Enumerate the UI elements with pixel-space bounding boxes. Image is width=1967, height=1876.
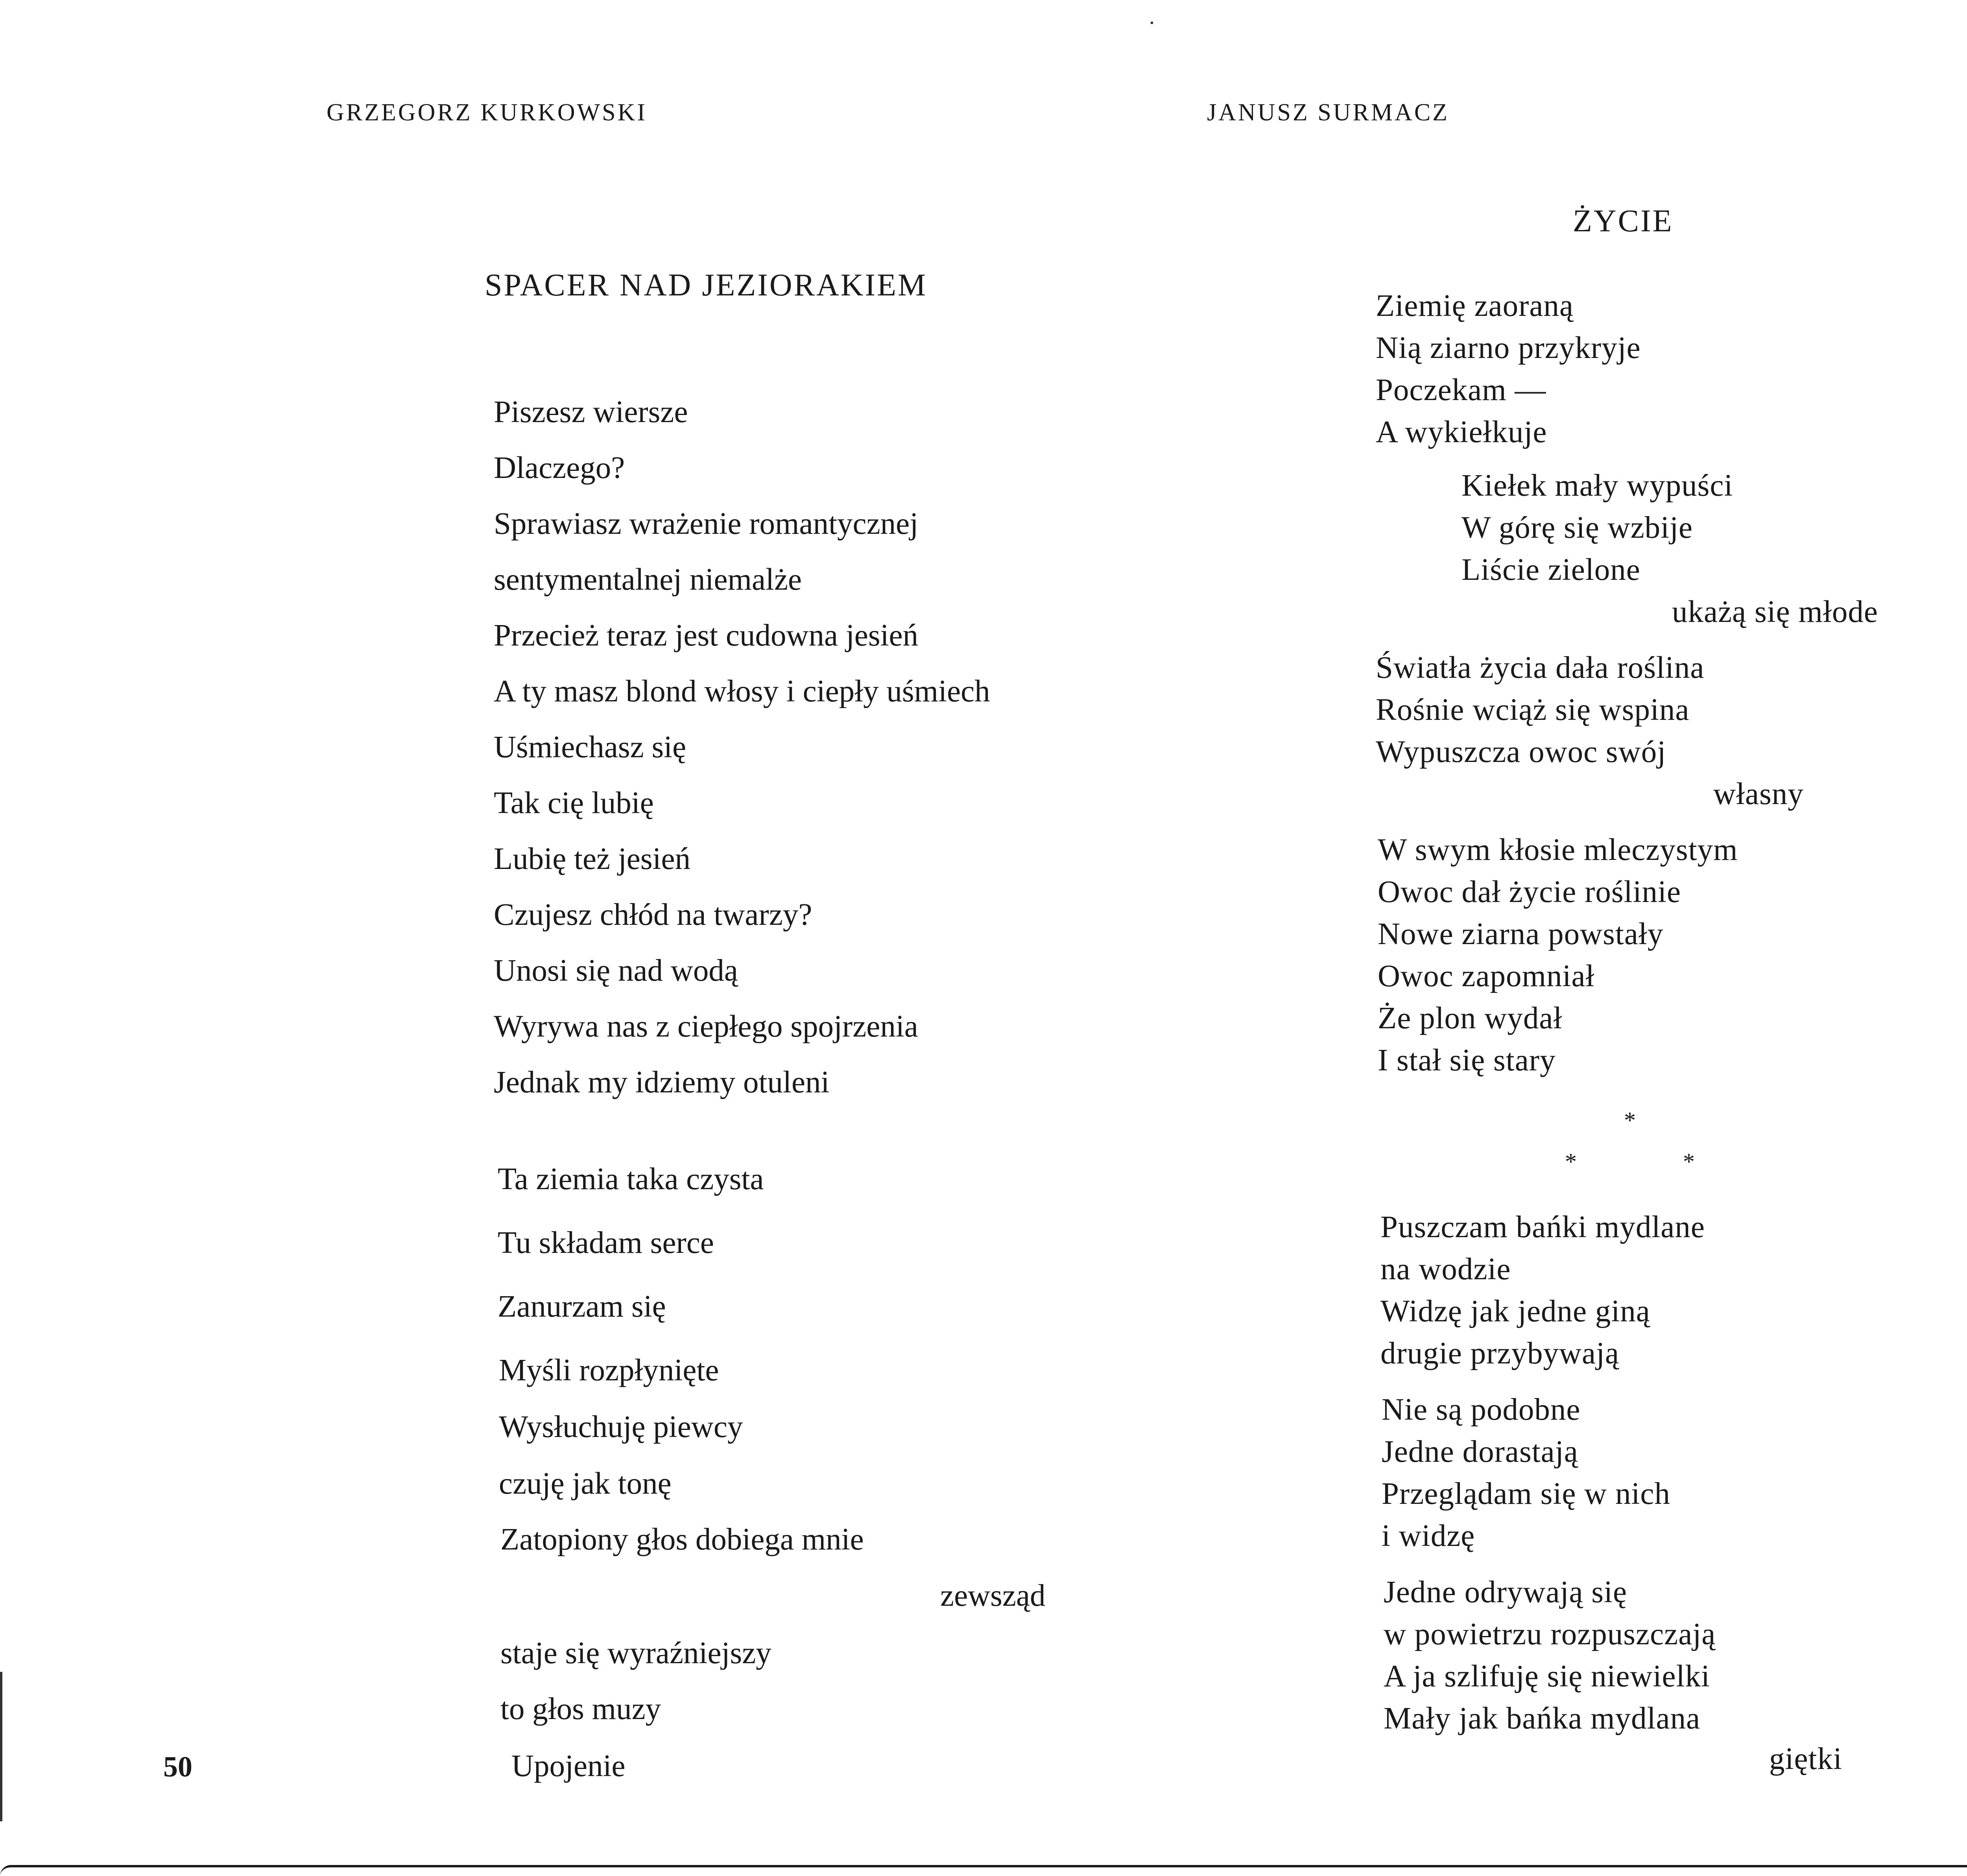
separator-star: * (1565, 1149, 1577, 1175)
poem-line: Myśli rozpłynięte (499, 1353, 719, 1387)
poem-line: własny (1713, 777, 1804, 811)
poem-line: W swym kłosie mleczystym (1378, 833, 1738, 867)
poem-line: Przeglądam się w nich (1382, 1477, 1670, 1511)
poem-line: Przecież teraz jest cudowna jesień (494, 618, 919, 653)
poem-line: ukażą się młode (1672, 595, 1878, 629)
scan-edge-mark (0, 1672, 2, 1821)
poem-line: czuję jak tonę (499, 1466, 672, 1501)
poem-line: Jedne dorastają (1382, 1435, 1578, 1469)
poem-line: I stał się stary (1378, 1043, 1556, 1077)
poem-line: Puszczam bańki mydlane (1380, 1210, 1705, 1244)
page-number: 50 (163, 1751, 192, 1783)
poem-line: Jednak my idziemy otuleni (494, 1065, 830, 1099)
poem-line: Jedne odrywają się (1384, 1575, 1627, 1609)
poem-line: Wysłuchuję piewcy (499, 1410, 743, 1444)
poem-line: drugie przybywają (1380, 1336, 1620, 1371)
left-poem-title: SPACER NAD JEZIORAKIEM (485, 268, 928, 303)
poem-line: sentymentalnej niemalże (494, 563, 802, 597)
poem-line: Wypuszcza owoc swój (1376, 735, 1666, 769)
poem-line: Zatopiony głos dobiega mnie (500, 1522, 864, 1557)
poem-line: Liście zielone (1461, 553, 1640, 587)
poem-line: Wyrywa nas z ciepłego spojrzenia (494, 1009, 918, 1044)
separator-star: * (1624, 1107, 1636, 1133)
poem-line: Zanurzam się (498, 1289, 666, 1324)
poem-line: Że plon wydał (1378, 1001, 1563, 1035)
left-author: GRZEGORZ KURKOWSKI (327, 99, 648, 126)
poem-line: Lubię też jesień (494, 842, 691, 876)
poem-line: Tak cię lubię (494, 786, 654, 820)
poem-line: W górę się wzbije (1461, 511, 1693, 545)
poem-line: zewsząd (940, 1579, 1046, 1613)
poem-line: Rośnie wciąż się wspina (1376, 693, 1690, 727)
poem-line: to głos muzy (500, 1692, 661, 1726)
right-author: JANUSZ SURMACZ (1207, 99, 1450, 126)
poem-line: Poczekam — (1376, 373, 1546, 407)
poem-line: na wodzie (1380, 1252, 1511, 1286)
poem-line: w powietrzu rozpuszczają (1384, 1617, 1716, 1651)
poem-line: Owoc zapomniał (1378, 959, 1595, 993)
poem-line: Światła życia dała roślina (1376, 651, 1705, 685)
poem-line: Mały jak bańka mydlana (1384, 1701, 1701, 1736)
poem-line: Czujesz chłód na twarzy? (494, 898, 812, 932)
page-edge (0, 1865, 1967, 1876)
poem-line: Ta ziemia taka czysta (498, 1162, 764, 1196)
poem-line: Nią ziarno przykryje (1376, 331, 1641, 365)
poem-line: Tu składam serce (498, 1226, 714, 1260)
poem-line: Uśmiechasz się (494, 730, 686, 764)
poem-line: A ja szlifuję się niewielki (1384, 1659, 1710, 1693)
poem-line: Sprawiasz wrażenie romantycznej (494, 507, 919, 541)
poem-line: Unosi się nad wodą (494, 954, 738, 988)
poem-line: A wykiełkuje (1376, 415, 1547, 449)
poem-line: Piszesz wiersze (494, 395, 688, 429)
poem-line: Upojenie (511, 1749, 626, 1783)
right-poem-title: ŻYCIE (1573, 204, 1674, 238)
poem-line: i widzę (1382, 1519, 1475, 1553)
poem-line: staje się wyraźniejszy (500, 1636, 771, 1670)
poem-line: Widzę jak jedne giną (1380, 1294, 1650, 1328)
poem-line: A ty masz blond włosy i ciepły uśmiech (494, 674, 990, 708)
poem-line: giętki (1769, 1742, 1842, 1776)
scan-dust-mark (1151, 22, 1153, 24)
poem-line: Kiełek mały wypuści (1461, 469, 1733, 503)
poem-line: Nie są podobne (1382, 1393, 1581, 1427)
separator-star: * (1683, 1149, 1695, 1175)
poem-line: Ziemię zaoraną (1376, 289, 1574, 323)
poem-line: Nowe ziarna powstały (1378, 917, 1664, 951)
poem-line: Owoc dał życie roślinie (1378, 875, 1681, 909)
poem-line: Dlaczego? (494, 451, 625, 485)
